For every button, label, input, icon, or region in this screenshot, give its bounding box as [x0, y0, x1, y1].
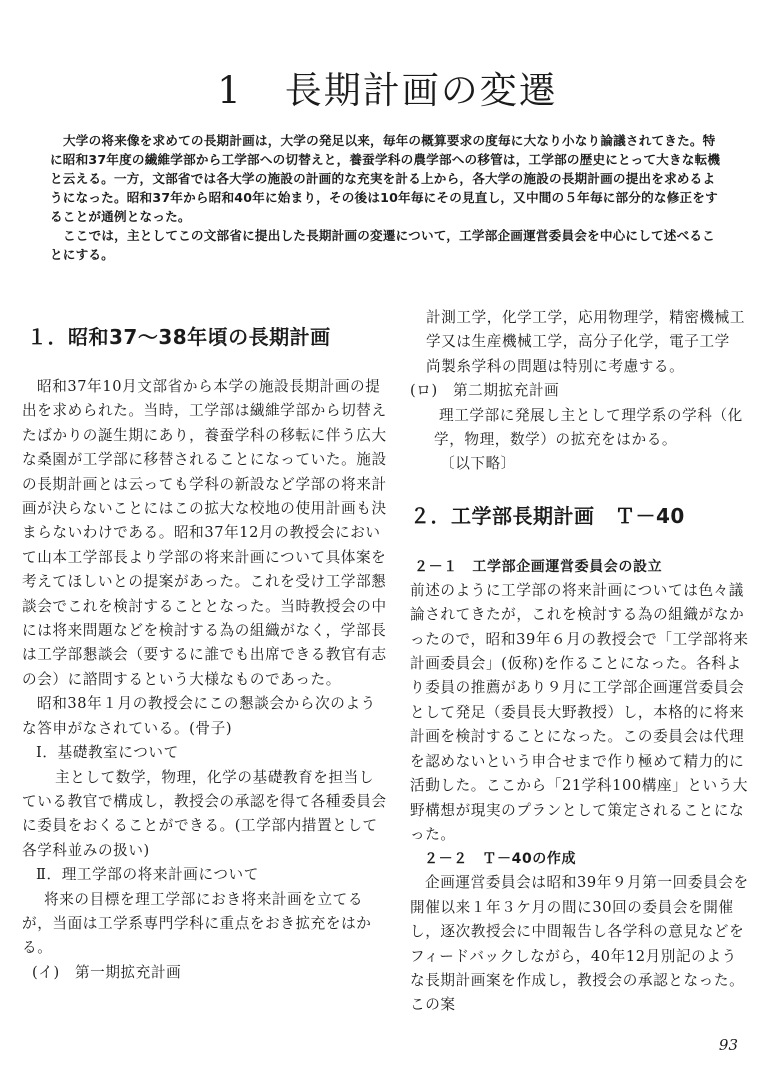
paragraph: 尚製糸学科の問題は特別に考慮する。 [426, 357, 685, 375]
list-item-body: 将来の目標を理工学部におき将来計画を立てるが，当面は工学系専門学科に重点をおき拡充をはかる。 [22, 890, 372, 957]
section-heading: ２．工学部長期計画 Ｔ－40 [410, 503, 685, 528]
left-column [22, 322, 388, 985]
paragraph: 昭和37年10月文部省から本学の施設長期計画の提出を求められた。当時，工学部は繊維学部から切替えたばかりの誕生期にあり，養蚕学科の移転に伴う広大な桑園が工学部に移替されることになっていた。施設の長期計画とは云っても学科の新設など学部の将来計画が決らないことにはこの拡大な校地の使用計画も決まらないわけである。昭和37年12月の教授会において山本工学部長より学部の将来計画について具体案を考えてほしいとの提案があった。これを受け工学部懇談会でこれを検討することとなった。当時教授会の中には将来問題などを検討する為の組織がなく，学部長は工学部懇談会（要するに誰でも出席できる教官有志の会）に諮問するという大様なものであった。 [22, 378, 387, 688]
sub-item: (ロ) 第二期拡充計画 [410, 382, 560, 400]
intro-paragraph: ここでは，主としてこの文部省に提出した長期計画の変遷について，工学部企画運営委員会を中心にして述べることにする。 [50, 228, 715, 262]
right-column [410, 306, 750, 1018]
page-number: 93 [718, 1036, 738, 1054]
list-item-body: 主として数学，物理，化学の基礎教育を担当している教官で構成し，教授会の承認を得て各種委員会に委員をおくることができる。(工学部内措置として各学科並みの扱い) [22, 768, 387, 859]
section-heading: １．昭和37～38年頃の長期計画 [27, 325, 331, 349]
subsection-heading: ２－２ Ｔ－40の作成 [424, 851, 577, 868]
paragraph: 昭和38年１月の教授会にこの懇談会から次のような答申がなされている。(骨子) [22, 695, 376, 737]
list-item-title: Ⅰ．基礎教室について [36, 744, 179, 762]
intro-text [50, 131, 722, 264]
paragraph: 企画運営委員会は昭和39年９月第一回委員会を開催以来１年３ケ月の間に30回の委員会を開催し，逐次教授会に中間報告し各学科の意見などをフィードバックしながら，40年12月別記のような長期計画案を作成し，教授会の承認となった。この案 [410, 874, 749, 1014]
subsection-heading: ２－１ 工学部企画運営委員会の設立 [414, 558, 663, 575]
paragraph: 前述のように工学部の将来計画については色々議論されてきたが，これを検討する為の組織がなかったので，昭和39年６月の教授会で「工学部将来計画委員会」(仮称)を作ることになった。各科より委員の推薦があり９月に工学部企画運営委員会として発足（委員長大野教授）し，本格的に将来計画を検討することになった。この委員会は代理を認めないという申合せまで作り極めて精力的に活動した。ここから「21学科100構座」という大野構想が現実のプランとして策定されることになった。 [410, 581, 749, 843]
list-item-title: Ⅱ．理工学部の将来計画について [36, 866, 259, 884]
omitted-note: 〔以下略〕 [440, 455, 516, 473]
paragraph: 理工学部に発展し主として理学系の学科（化学，物理，数学）の拡充をはかる。 [434, 406, 743, 449]
chapter-title [0, 60, 775, 114]
chapter-number: 1 [217, 69, 243, 112]
sub-item: (イ) 第一期拡充計画 [32, 963, 182, 981]
paragraph: 計測工学，化学工学，応用物理学，精密機械工学又は生産機械工学，高分子化学，電子工学 [426, 309, 746, 351]
intro-paragraph: 大学の将来像を求めての長期計画は，大学の発足以来，毎年の概算要求の度毎に大なり小なり論議されてきた。特に昭和37年度の繊維学部から工学部への切替えと，養蚕学科の農学部への移管は，工学部の歴史にとって大きな転機と云える。一方，文部省では各大学の施設の計画的な充実を計る上から，各大学の施設の長期計画の提出を求めるようになった。昭和37年から昭和40年に始まり，その後は10年毎にその見直し，又中間の５年毎に部分的な修正をすることが通例となった。 [50, 133, 721, 224]
chapter-title-text: 長期計画の変遷 [284, 69, 558, 112]
